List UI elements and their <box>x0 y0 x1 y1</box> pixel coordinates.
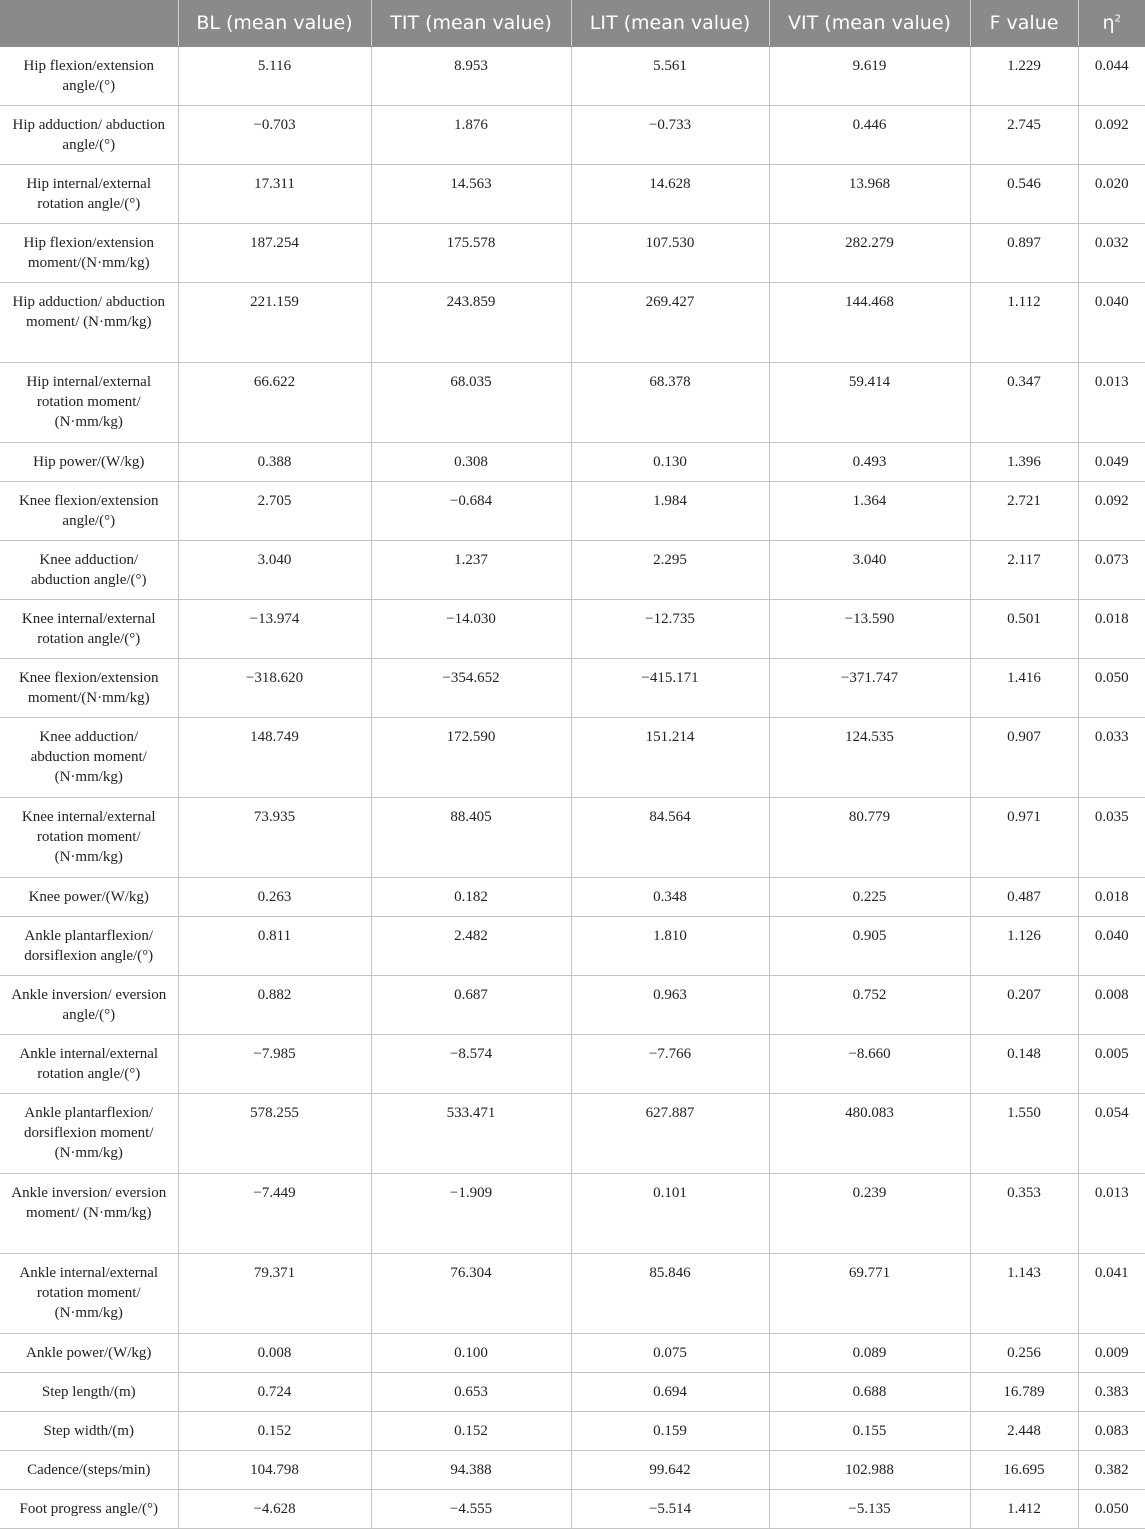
eta-squared-cell: 0.013 <box>1078 363 1145 443</box>
eta-squared-cell: 0.083 <box>1078 1412 1145 1451</box>
header-lit: LIT (mean value) <box>571 0 769 47</box>
tit-value-cell: 533.471 <box>371 1094 571 1174</box>
table-row <box>0 165 1145 224</box>
tit-value-cell: 0.100 <box>371 1334 571 1373</box>
tit-value-cell: 0.687 <box>371 976 571 1035</box>
eta-squared-cell: 0.044 <box>1078 47 1145 106</box>
lit-value-cell: −5.514 <box>571 1490 769 1529</box>
eta-squared-cell: 0.032 <box>1078 224 1145 283</box>
table-row <box>0 1451 1145 1490</box>
bl-value-cell: −318.620 <box>178 659 371 718</box>
vit-value-cell: 80.779 <box>769 798 970 878</box>
bl-value-cell: 0.882 <box>178 976 371 1035</box>
f-value-cell: 0.907 <box>970 718 1078 798</box>
variable-cell: Knee flexion/extension angle/(°) <box>0 482 178 541</box>
variable-cell: Hip internal/external rotation moment/ (N·mm/kg) <box>0 363 178 443</box>
f-value-cell: 16.695 <box>970 1451 1078 1490</box>
variable-cell: Hip internal/external rotation angle/(°) <box>0 165 178 224</box>
table-row <box>0 878 1145 917</box>
f-value-cell: 2.745 <box>970 106 1078 165</box>
vit-value-cell: 0.239 <box>769 1174 970 1254</box>
eta-squared-cell: 0.005 <box>1078 1035 1145 1094</box>
variable-cell: Ankle inversion/ eversion moment/ (N·mm/kg) <box>0 1174 178 1254</box>
table-row <box>0 443 1145 482</box>
f-value-cell: 0.897 <box>970 224 1078 283</box>
table-row <box>0 1094 1145 1174</box>
bl-value-cell: −4.628 <box>178 1490 371 1529</box>
lit-value-cell: 5.561 <box>571 47 769 106</box>
eta-superscript: 2 <box>1114 13 1121 25</box>
f-value-cell: 1.126 <box>970 917 1078 976</box>
f-value-cell: 0.546 <box>970 165 1078 224</box>
eta-squared-cell: 0.018 <box>1078 878 1145 917</box>
variable-cell: Knee adduction/ abduction angle/(°) <box>0 541 178 600</box>
eta-symbol: η <box>1102 12 1115 34</box>
eta-squared-cell: 0.073 <box>1078 541 1145 600</box>
table-row <box>0 1254 1145 1334</box>
eta-squared-cell: 0.041 <box>1078 1254 1145 1334</box>
eta-squared-cell: 0.040 <box>1078 917 1145 976</box>
lit-value-cell: 0.130 <box>571 443 769 482</box>
bl-value-cell: −13.974 <box>178 600 371 659</box>
tit-value-cell: 8.953 <box>371 47 571 106</box>
lit-value-cell: 1.810 <box>571 917 769 976</box>
lit-value-cell: 99.642 <box>571 1451 769 1490</box>
f-value-cell: 0.148 <box>970 1035 1078 1094</box>
table-row <box>0 224 1145 283</box>
lit-value-cell: 151.214 <box>571 718 769 798</box>
eta-squared-cell: 0.020 <box>1078 165 1145 224</box>
vit-value-cell: 102.988 <box>769 1451 970 1490</box>
eta-squared-cell: 0.050 <box>1078 1490 1145 1529</box>
vit-value-cell: 124.535 <box>769 718 970 798</box>
bl-value-cell: 148.749 <box>178 718 371 798</box>
tit-value-cell: 1.876 <box>371 106 571 165</box>
table-row <box>0 283 1145 363</box>
bl-value-cell: 221.159 <box>178 283 371 363</box>
f-value-cell: 0.353 <box>970 1174 1078 1254</box>
variable-cell: Hip adduction/ abduction angle/(°) <box>0 106 178 165</box>
variable-cell: Cadence/(steps/min) <box>0 1451 178 1490</box>
header-vit: VIT (mean value) <box>769 0 970 47</box>
f-value-cell: 0.487 <box>970 878 1078 917</box>
f-value-cell: 2.448 <box>970 1412 1078 1451</box>
eta-squared-cell: 0.009 <box>1078 1334 1145 1373</box>
bl-value-cell: 2.705 <box>178 482 371 541</box>
tit-value-cell: 94.388 <box>371 1451 571 1490</box>
variable-cell: Hip power/(W/kg) <box>0 443 178 482</box>
bl-value-cell: 79.371 <box>178 1254 371 1334</box>
eta-squared-cell: 0.035 <box>1078 798 1145 878</box>
eta-squared-cell: 0.092 <box>1078 482 1145 541</box>
table-row <box>0 718 1145 798</box>
variable-cell: Knee flexion/extension moment/(N·mm/kg) <box>0 659 178 718</box>
vit-value-cell: 0.688 <box>769 1373 970 1412</box>
table-row <box>0 1035 1145 1094</box>
vit-value-cell: −5.135 <box>769 1490 970 1529</box>
vit-value-cell: 1.364 <box>769 482 970 541</box>
eta-squared-cell: 0.008 <box>1078 976 1145 1035</box>
table-row <box>0 1490 1145 1529</box>
bl-value-cell: 578.255 <box>178 1094 371 1174</box>
variable-cell: Ankle internal/external rotation moment/ (N·mm/kg) <box>0 1254 178 1334</box>
variable-cell: Hip adduction/ abduction moment/ (N·mm/kg) <box>0 283 178 363</box>
variable-cell: Ankle plantarflexion/ dorsiflexion moment/ (N·mm/kg) <box>0 1094 178 1174</box>
vit-value-cell: 59.414 <box>769 363 970 443</box>
bl-value-cell: 0.008 <box>178 1334 371 1373</box>
variable-cell: Ankle power/(W/kg) <box>0 1334 178 1373</box>
tit-value-cell: −354.652 <box>371 659 571 718</box>
lit-value-cell: 68.378 <box>571 363 769 443</box>
lit-value-cell: −415.171 <box>571 659 769 718</box>
bl-value-cell: 0.263 <box>178 878 371 917</box>
f-value-cell: 0.207 <box>970 976 1078 1035</box>
tit-value-cell: 172.590 <box>371 718 571 798</box>
variable-cell: Hip flexion/extension angle/(°) <box>0 47 178 106</box>
tit-value-cell: −4.555 <box>371 1490 571 1529</box>
vit-value-cell: 0.493 <box>769 443 970 482</box>
table-row <box>0 1334 1145 1373</box>
bl-value-cell: 0.152 <box>178 1412 371 1451</box>
f-value-cell: 1.550 <box>970 1094 1078 1174</box>
lit-value-cell: 627.887 <box>571 1094 769 1174</box>
vit-value-cell: 0.089 <box>769 1334 970 1373</box>
f-value-cell: 1.229 <box>970 47 1078 106</box>
eta-squared-cell: 0.382 <box>1078 1451 1145 1490</box>
tit-value-cell: 1.237 <box>371 541 571 600</box>
variable-cell: Ankle plantarflexion/ dorsiflexion angle/(°) <box>0 917 178 976</box>
bl-value-cell: 3.040 <box>178 541 371 600</box>
bl-value-cell: −0.703 <box>178 106 371 165</box>
lit-value-cell: 0.348 <box>571 878 769 917</box>
eta-squared-cell: 0.013 <box>1078 1174 1145 1254</box>
f-value-cell: 0.971 <box>970 798 1078 878</box>
table-row <box>0 541 1145 600</box>
variable-cell: Knee internal/external rotation moment/ (N·mm/kg) <box>0 798 178 878</box>
tit-value-cell: −0.684 <box>371 482 571 541</box>
vit-value-cell: −371.747 <box>769 659 970 718</box>
tit-value-cell: 76.304 <box>371 1254 571 1334</box>
bl-value-cell: 66.622 <box>178 363 371 443</box>
lit-value-cell: 85.846 <box>571 1254 769 1334</box>
lit-value-cell: −0.733 <box>571 106 769 165</box>
variable-cell: Knee adduction/ abduction moment/ (N·mm/kg) <box>0 718 178 798</box>
tit-value-cell: −8.574 <box>371 1035 571 1094</box>
eta-squared-cell: 0.050 <box>1078 659 1145 718</box>
tit-value-cell: −1.909 <box>371 1174 571 1254</box>
eta-squared-cell: 0.018 <box>1078 600 1145 659</box>
bl-value-cell: 187.254 <box>178 224 371 283</box>
f-value-cell: 0.501 <box>970 600 1078 659</box>
lit-value-cell: 0.694 <box>571 1373 769 1412</box>
bl-value-cell: 5.116 <box>178 47 371 106</box>
table-row <box>0 1373 1145 1412</box>
vit-value-cell: 144.468 <box>769 283 970 363</box>
table-row <box>0 917 1145 976</box>
variable-cell: Step length/(m) <box>0 1373 178 1412</box>
f-value-cell: 0.347 <box>970 363 1078 443</box>
vit-value-cell: 282.279 <box>769 224 970 283</box>
vit-value-cell: 0.155 <box>769 1412 970 1451</box>
variable-cell: Knee power/(W/kg) <box>0 878 178 917</box>
header-f-value: F value <box>970 0 1078 47</box>
tit-value-cell: −14.030 <box>371 600 571 659</box>
lit-value-cell: 0.159 <box>571 1412 769 1451</box>
eta-squared-cell: 0.033 <box>1078 718 1145 798</box>
table-row <box>0 600 1145 659</box>
f-value-cell: 2.721 <box>970 482 1078 541</box>
vit-value-cell: 69.771 <box>769 1254 970 1334</box>
vit-value-cell: −8.660 <box>769 1035 970 1094</box>
f-value-cell: 1.143 <box>970 1254 1078 1334</box>
bl-value-cell: 0.724 <box>178 1373 371 1412</box>
variable-cell: Step width/(m) <box>0 1412 178 1451</box>
tit-value-cell: 68.035 <box>371 363 571 443</box>
lit-value-cell: 2.295 <box>571 541 769 600</box>
bl-value-cell: 17.311 <box>178 165 371 224</box>
header-eta-squared <box>1078 0 1145 47</box>
variable-cell: Hip flexion/extension moment/(N·mm/kg) <box>0 224 178 283</box>
lit-value-cell: 84.564 <box>571 798 769 878</box>
vit-value-cell: 0.446 <box>769 106 970 165</box>
tit-value-cell: 0.308 <box>371 443 571 482</box>
tit-value-cell: 0.182 <box>371 878 571 917</box>
variable-cell: Ankle internal/external rotation angle/(°) <box>0 1035 178 1094</box>
bl-value-cell: 0.811 <box>178 917 371 976</box>
table-row <box>0 106 1145 165</box>
eta-squared-cell: 0.040 <box>1078 283 1145 363</box>
variable-cell: Foot progress angle/(°) <box>0 1490 178 1529</box>
table-row <box>0 482 1145 541</box>
f-value-cell: 1.396 <box>970 443 1078 482</box>
vit-value-cell: 0.752 <box>769 976 970 1035</box>
vit-value-cell: 13.968 <box>769 165 970 224</box>
f-value-cell: 2.117 <box>970 541 1078 600</box>
header-bl: BL (mean value) <box>178 0 371 47</box>
f-value-cell: 1.112 <box>970 283 1078 363</box>
f-value-cell: 16.789 <box>970 1373 1078 1412</box>
eta-squared-cell: 0.383 <box>1078 1373 1145 1412</box>
lit-value-cell: 0.075 <box>571 1334 769 1373</box>
eta-squared-cell: 0.049 <box>1078 443 1145 482</box>
tit-value-cell: 2.482 <box>371 917 571 976</box>
header-tit: TIT (mean value) <box>371 0 571 47</box>
table-row <box>0 363 1145 443</box>
vit-value-cell: 9.619 <box>769 47 970 106</box>
vit-value-cell: 0.225 <box>769 878 970 917</box>
eta-squared-cell: 0.092 <box>1078 106 1145 165</box>
lit-value-cell: −12.735 <box>571 600 769 659</box>
variable-cell: Ankle inversion/ eversion angle/(°) <box>0 976 178 1035</box>
header-row <box>0 0 1145 47</box>
table-row <box>0 1412 1145 1451</box>
table-row <box>0 47 1145 106</box>
tit-value-cell: 0.152 <box>371 1412 571 1451</box>
tit-value-cell: 175.578 <box>371 224 571 283</box>
bl-value-cell: −7.985 <box>178 1035 371 1094</box>
vit-value-cell: 480.083 <box>769 1094 970 1174</box>
eta-squared-cell: 0.054 <box>1078 1094 1145 1174</box>
lit-value-cell: 14.628 <box>571 165 769 224</box>
tit-value-cell: 88.405 <box>371 798 571 878</box>
vit-value-cell: 0.905 <box>769 917 970 976</box>
header-variable <box>0 0 178 47</box>
lit-value-cell: 0.101 <box>571 1174 769 1254</box>
tit-value-cell: 0.653 <box>371 1373 571 1412</box>
table-row <box>0 659 1145 718</box>
tit-value-cell: 14.563 <box>371 165 571 224</box>
table-row <box>0 1174 1145 1254</box>
f-value-cell: 1.412 <box>970 1490 1078 1529</box>
lit-value-cell: 0.963 <box>571 976 769 1035</box>
lit-value-cell: −7.766 <box>571 1035 769 1094</box>
lit-value-cell: 1.984 <box>571 482 769 541</box>
bl-value-cell: 73.935 <box>178 798 371 878</box>
vit-value-cell: −13.590 <box>769 600 970 659</box>
bl-value-cell: 104.798 <box>178 1451 371 1490</box>
table-row <box>0 798 1145 878</box>
vit-value-cell: 3.040 <box>769 541 970 600</box>
lit-value-cell: 107.530 <box>571 224 769 283</box>
lit-value-cell: 269.427 <box>571 283 769 363</box>
variable-cell: Knee internal/external rotation angle/(°) <box>0 600 178 659</box>
bl-value-cell: −7.449 <box>178 1174 371 1254</box>
bl-value-cell: 0.388 <box>178 443 371 482</box>
table-row <box>0 976 1145 1035</box>
tit-value-cell: 243.859 <box>371 283 571 363</box>
f-value-cell: 1.416 <box>970 659 1078 718</box>
f-value-cell: 0.256 <box>970 1334 1078 1373</box>
